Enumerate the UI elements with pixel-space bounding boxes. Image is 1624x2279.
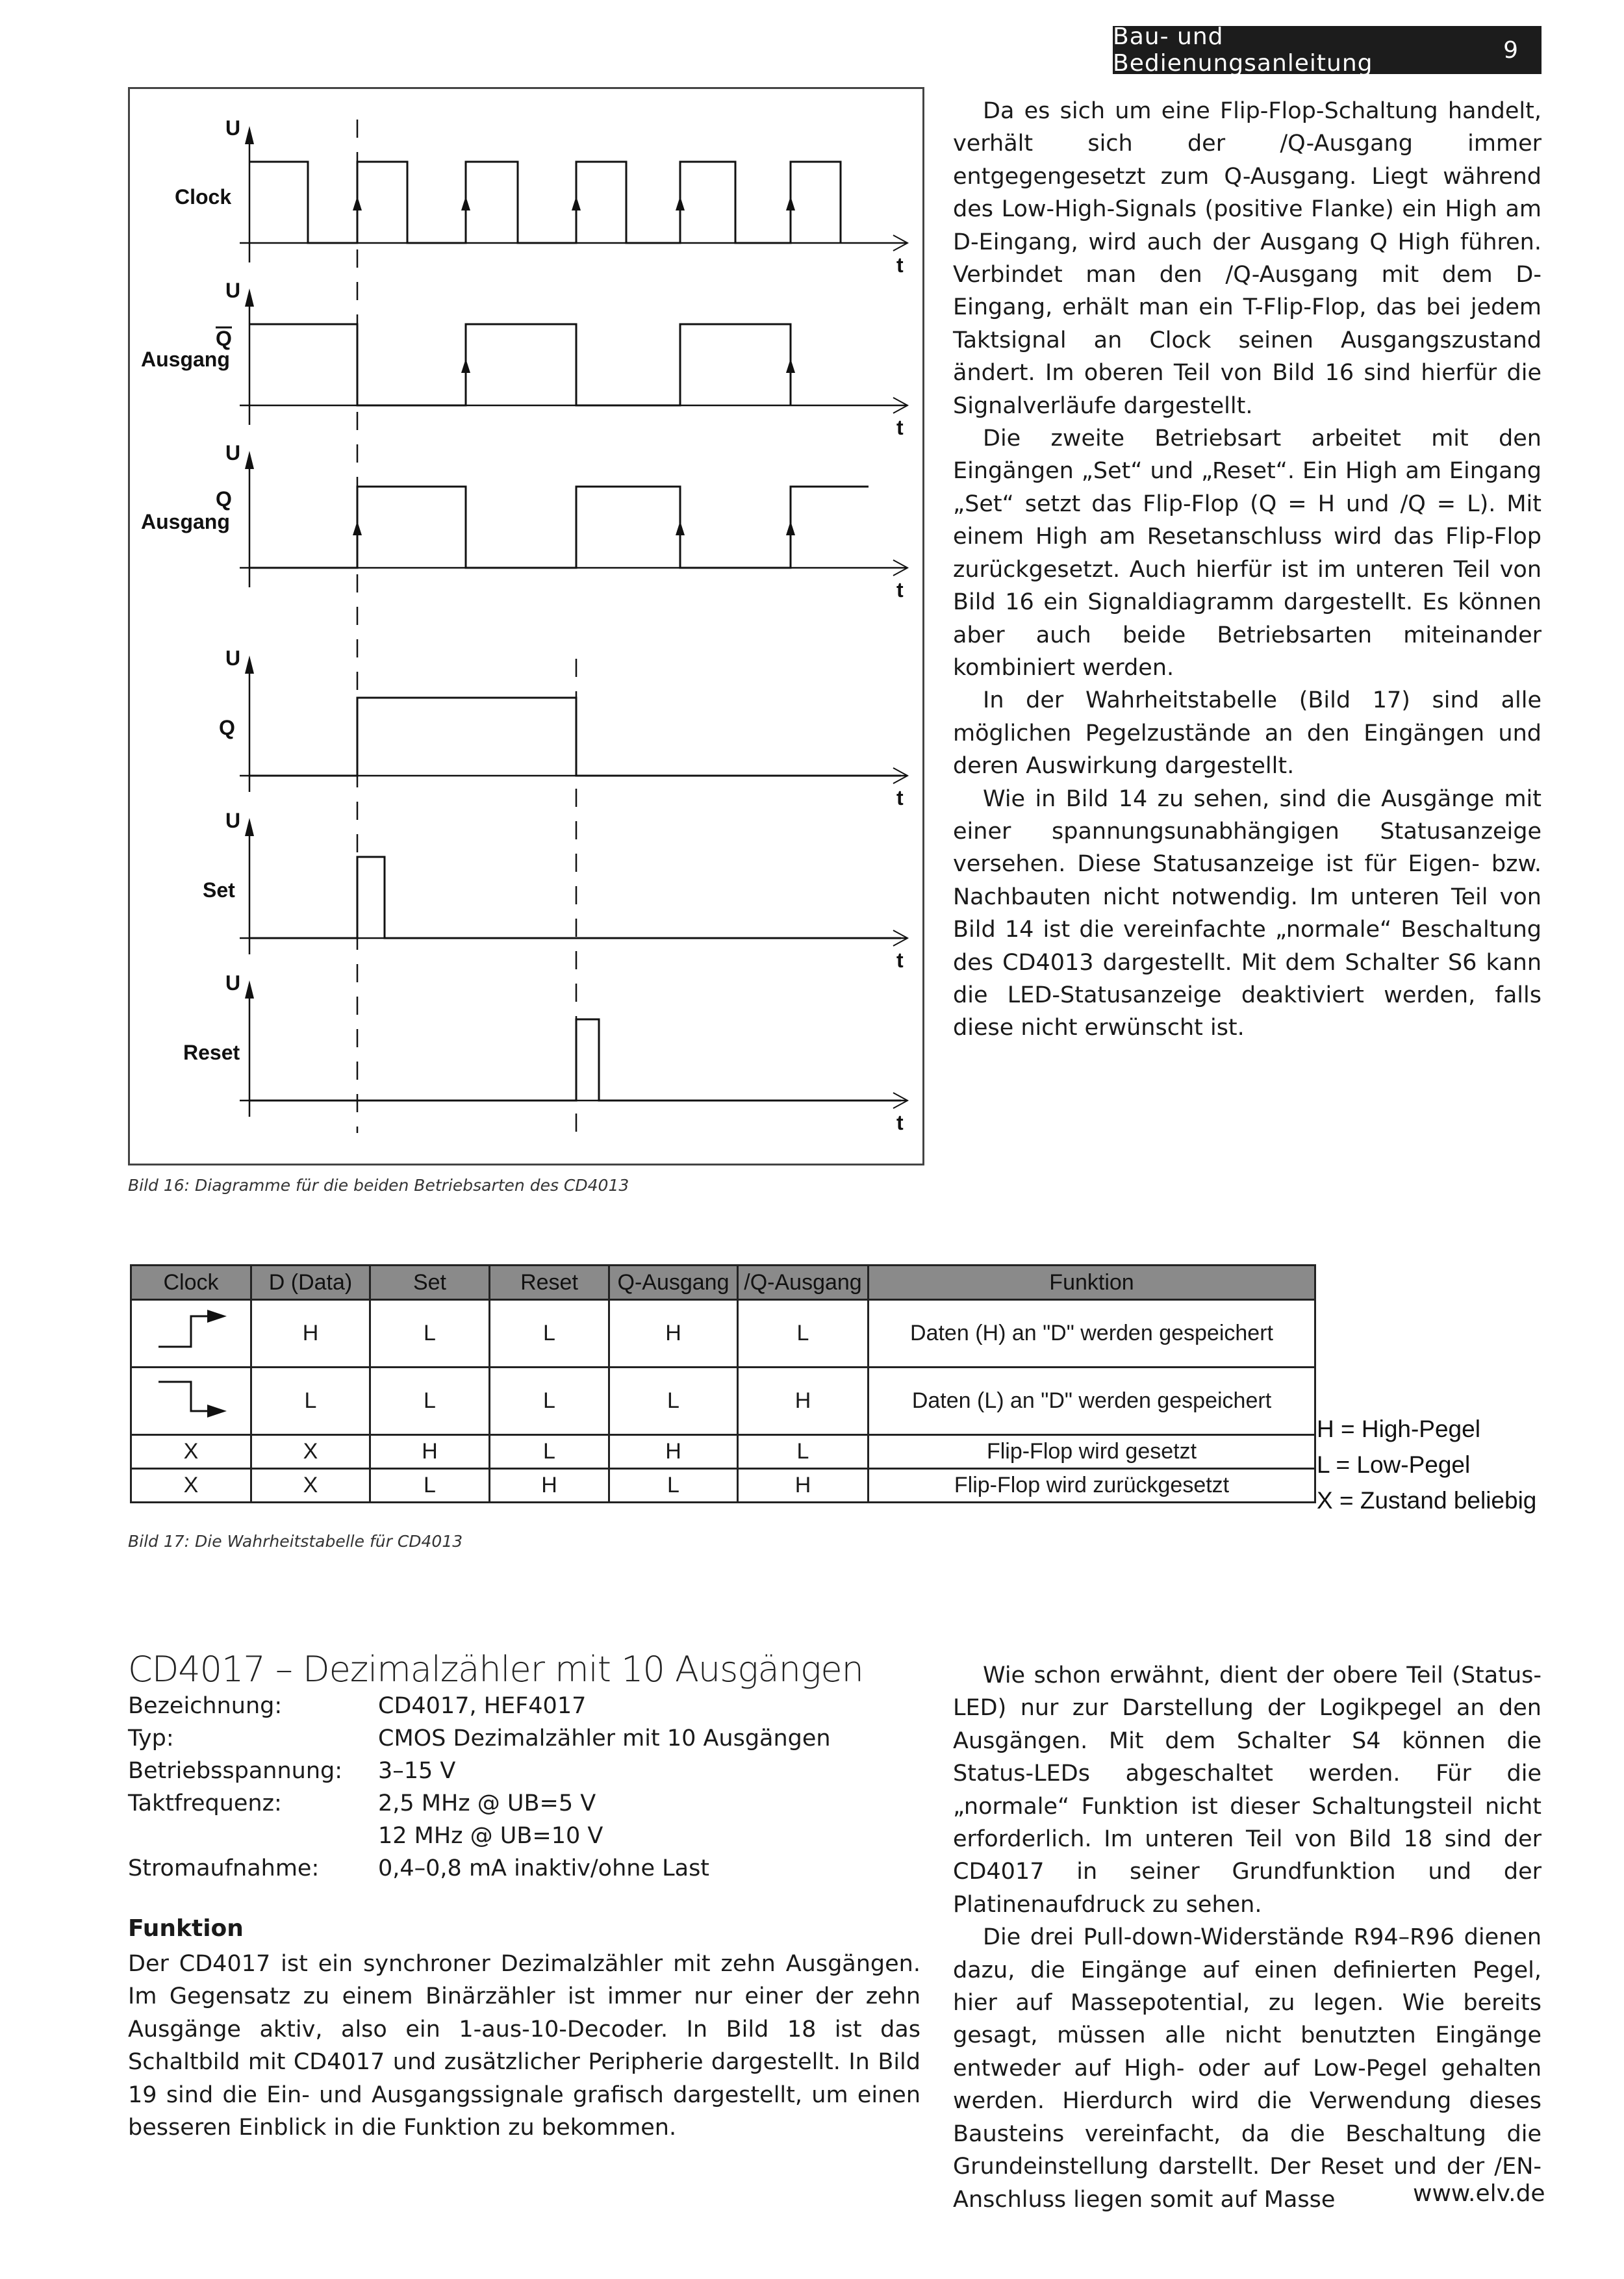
signal-label-qbar: Q (216, 327, 232, 350)
table-cell: H (738, 1368, 869, 1435)
spec-label: Stromaufnahme: (128, 1855, 320, 1881)
axis-t-label: t (896, 416, 904, 439)
table-cell: L (251, 1368, 370, 1435)
table-row (131, 1469, 1315, 1503)
spec-value: 2,5 MHz @ UB=5 V (378, 1790, 596, 1816)
column-header: Set (370, 1266, 490, 1300)
signal-label-set: Set (203, 878, 235, 902)
table-cell: H (490, 1469, 609, 1503)
header-title: Bau- und Bedienungsanleitung (1113, 23, 1373, 77)
axis-u-label: U (225, 809, 241, 832)
figure-caption-17: Bild 17: Die Wahrheitstabelle für CD4013 (128, 1532, 463, 1551)
rising-edge-icon (131, 1300, 251, 1368)
axis-t-label: t (896, 1111, 904, 1134)
legend-item: H = High-Pegel (1317, 1416, 1480, 1442)
column-header: Clock (131, 1266, 251, 1300)
table-cell: L (738, 1300, 869, 1368)
timing-diagram (128, 87, 924, 1165)
table-row (131, 1300, 1315, 1368)
legend-item: X = Zustand beliebig (1317, 1487, 1537, 1514)
table-cell: L (370, 1368, 490, 1435)
right-column-bottom (953, 1659, 1542, 2216)
right-column-top (953, 95, 1542, 1045)
clock-waveform (249, 162, 841, 243)
paragraph: Wie in Bild 14 zu sehen, sind die Ausgänge mit einer spannungsunabhängigen Statusanzeige versehen. Diese Statusanzeige ist für Eigen- bzw. Nachbauten nicht notwendig. Im unteren Teil von Bild 14 ist die vereinfachte „normale“ Beschaltung des CD4013 dargestellt. Mit dem Schalter S6 kann die LED-Statusanzeige deaktiviert werden, falls diese nicht erwünscht ist. (953, 785, 1542, 1041)
truth-table (130, 1264, 1316, 1503)
time-markers (357, 120, 576, 1133)
spec-value: CD4017, HEF4017 (378, 1693, 587, 1719)
table-cell: Flip-Flop wird zurückgesetzt (869, 1469, 1315, 1503)
page-header (1113, 23, 1542, 77)
signal-label-reset: Reset (183, 1041, 240, 1064)
paragraph: Der CD4017 ist ein synchroner Dezimalzähler mit zehn Ausgängen. Im Gegensatz zu einem Binärzähler ist immer nur einer der zehn Ausgänge aktiv, also ein 1-aus-10-Decoder. In Bild 18 ist das Schaltbild mit CD4017 und zusätzlicher Peripherie dargestellt. In Bild 19 sind die Ein- und Ausgangssignale grafisch dargestellt, um einen besseren Einblick in die Funktion zu bekommen. (128, 1951, 920, 2141)
spec-label: Bezeichnung: (128, 1693, 283, 1719)
table-cell: X (131, 1435, 251, 1469)
table-cell: H (370, 1435, 490, 1469)
figure-caption-16: Bild 16: Diagramme für die beiden Betriebsarten des CD4013 (128, 1176, 629, 1195)
axes (240, 133, 907, 1117)
q-setreset-waveform (249, 698, 901, 776)
paragraph: Die zweite Betriebsart arbeitet mit den Eingängen „Set“ und „Reset“. Ein High am Eingang „Set“ setzt das Flip-Flop (Q = H und /Q = L). Mit einem High am Resetanschluss wird das Flip-Flop zurückgesetzt. Auch hierfür ist im unteren Teil von Bild 16 ein Signaldiagramm dargestellt. Es können aber auch beide Betriebsarten miteinander kombiniert werden. (953, 426, 1542, 681)
column-header: Funktion (869, 1266, 1315, 1300)
set-waveform (249, 857, 901, 938)
table-cell: L (490, 1300, 609, 1368)
table-cell: Daten (H) an "D" werden gespeichert (869, 1300, 1315, 1368)
page-number: 9 (1503, 36, 1518, 64)
paragraph: Die drei Pull-down-Widerstände R94–R96 dienen dazu, die Eingänge auf einen definierten Pegel, hier auf Massepotential, zu legen. Wie bereits gesagt, müssen alle nicht benutzten Eingänge entweder auf High- oder auf Low-Pegel gehalten werden. Hierdurch wird die Verwendung dieses Bausteins vereinfacht, da die Beschaltung die Grundeinstellung darstellt. Der Reset und der /EN-Anschluss liegen somit auf Masse (953, 1924, 1542, 2213)
signal-label-q2: Q (219, 716, 235, 739)
column-header: Q-Ausgang (609, 1266, 738, 1300)
table-header-row (131, 1266, 1315, 1300)
axis-u-label: U (225, 116, 241, 140)
q-waveform (249, 487, 869, 568)
rising-edge-icon (131, 1368, 251, 1435)
spec-value: CMOS Dezimalzähler mit 10 Ausgängen (378, 1725, 831, 1751)
spec-label: Typ: (128, 1725, 174, 1751)
table-row (131, 1368, 1315, 1435)
signal-label-qbar-ausgang: Ausgang (141, 348, 230, 371)
signal-label-q: Q (216, 487, 232, 511)
axis-t-label: t (896, 786, 904, 809)
table-cell: L (490, 1368, 609, 1435)
footer-url: www.elv.de (1413, 2180, 1545, 2207)
paragraph: Da es sich um eine Flip-Flop-Schaltung handelt, verhält sich der /Q-Ausgang immer entgegengesetzt zum Q-Ausgang. Liegt während des Low-High-Signals (positive Flanke) ein High am D-Eingang, wird auch der Ausgang Q High führen. Verbindet man den /Q-Ausgang mit dem D-Eingang, erhält man ein T-Flip-Flop, das bei jedem Taktsignal an Clock seinen Ausgangszustand ändert. Im oberen Teil von Bild 16 sind hierfür die Signalverläufe dargestellt. (953, 98, 1542, 419)
table-cell: X (251, 1469, 370, 1503)
spec-value: 12 MHz @ UB=10 V (378, 1823, 603, 1849)
paragraph: In der Wahrheitstabelle (Bild 17) sind alle möglichen Pegelzustände an den Eingängen und deren Auswirkung dargestellt. (953, 687, 1542, 780)
axis-t-label: t (896, 578, 904, 602)
column-header: D (Data) (251, 1266, 370, 1300)
column-header: /Q-Ausgang (738, 1266, 869, 1300)
table-cell: X (131, 1469, 251, 1503)
table-cell: L (370, 1469, 490, 1503)
funktion-heading: Funktion (128, 1915, 244, 1942)
axis-t-label: t (896, 253, 904, 277)
signal-label-clock: Clock (175, 185, 232, 209)
table-cell: L (738, 1435, 869, 1469)
section-title: CD4017 – Dezimalzähler mit 10 Ausgängen (128, 1649, 863, 1690)
reset-waveform (249, 1019, 901, 1101)
qbar-waveform (249, 324, 791, 405)
table-row (131, 1435, 1315, 1469)
spec-label: Taktfrequenz: (128, 1790, 282, 1816)
table-cell: Daten (L) an "D" werden gespeichert (869, 1368, 1315, 1435)
axis-u-label: U (225, 971, 241, 995)
table-cell: H (251, 1300, 370, 1368)
column-header: Reset (490, 1266, 609, 1300)
table-cell: L (609, 1469, 738, 1503)
table-cell: Flip-Flop wird gesetzt (869, 1435, 1315, 1469)
funktion-text (128, 1948, 920, 2144)
table-cell: L (490, 1435, 609, 1469)
axis-u-label: U (225, 279, 241, 302)
spec-value: 3–15 V (378, 1758, 456, 1784)
table-cell: H (738, 1469, 869, 1503)
table-cell: X (251, 1435, 370, 1469)
table-cell: L (609, 1368, 738, 1435)
signal-label-q-ausgang: Ausgang (141, 510, 230, 533)
table-cell: L (370, 1300, 490, 1368)
legend-item: L = Low-Pegel (1317, 1451, 1471, 1478)
spec-value: 0,4–0,8 mA inaktiv/ohne Last (378, 1855, 710, 1881)
truth-table-legend (1317, 1411, 1536, 1518)
spec-label: Betriebsspannung: (128, 1758, 343, 1784)
axis-t-label: t (896, 949, 904, 972)
paragraph: Wie schon erwähnt, dient der obere Teil (Status-LED) nur zur Darstellung der Logikpegel an den Ausgängen. Mit dem Schalter S4 können die Status-LEDs abgeschaltet werden. Für die „normale“ Funktion ist dieser Schaltungsteil nicht erforderlich. Im unteren Teil von Bild 18 sind der CD4017 in seiner Grundfunktion und der Platinenaufdruck zu sehen. (953, 1662, 1542, 1918)
table-cell: H (609, 1435, 738, 1469)
axis-u-label: U (225, 441, 241, 465)
table-cell: H (609, 1300, 738, 1368)
axis-u-label: U (225, 646, 241, 670)
